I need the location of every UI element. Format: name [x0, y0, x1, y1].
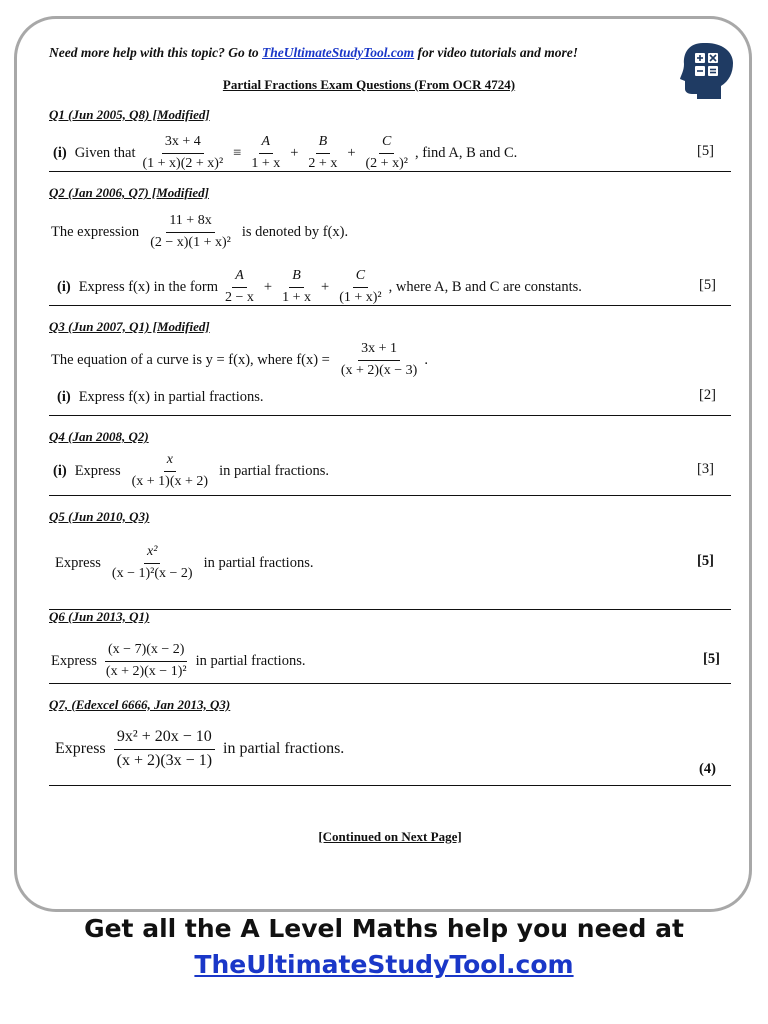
- q4-part-i: [53, 449, 329, 493]
- q6-lead: Express: [51, 652, 97, 669]
- q5-marks: [5]: [697, 553, 714, 569]
- document-title: Partial Fractions Exam Questions (From OCR 4724): [222, 77, 516, 92]
- q5-tail: in partial fractions.: [203, 554, 314, 571]
- q2-term-c: $\frac{C}{\text{(1 + x)²}}$: [339, 268, 382, 305]
- q1-equiv: ≡: [233, 144, 242, 161]
- q1-plus-2: +: [347, 144, 356, 161]
- q1-part-i: [53, 131, 517, 175]
- q2-part-i: [57, 265, 582, 309]
- q4-fraction: $\frac{x}{(x + 1)(x + 2)}$: [131, 452, 209, 489]
- q6-fraction: $\frac{(x - 7)(x - 2)}{\text{(x + 2)(x − 1)²}}$: [105, 642, 187, 679]
- q3-intro-tail: .: [424, 351, 428, 368]
- footer-site-link[interactable]: TheUltimateStudyTool.com: [194, 950, 574, 979]
- q3-part-i: [57, 385, 264, 409]
- q6-tail: in partial fractions.: [195, 652, 306, 669]
- q4-lead: Express: [74, 462, 121, 479]
- q4-part-label: (i): [53, 462, 67, 479]
- q1-plus-1: +: [290, 144, 299, 161]
- help-banner-prefix: Need more help with this topic? Go to: [49, 45, 263, 60]
- q7-tail: in partial fractions.: [223, 740, 345, 757]
- q2-intro: [51, 211, 348, 253]
- q5-lead: Express: [55, 554, 101, 571]
- q5-fraction: $\frac{\text{x²}}{\text{(x − 1)²(x − 2)}}$: [111, 544, 193, 581]
- q1-term-a: $\frac{A}{1 + x}$: [251, 134, 281, 171]
- q1-lead: Given that: [74, 144, 136, 161]
- q6-marks: [5]: [703, 651, 720, 667]
- q6-heading: Q6 (Jun 2013, Q1): [49, 609, 150, 624]
- divider-6: [49, 683, 731, 684]
- q3-intro-lead: The equation of a curve is y = f(x), where f(x) =: [51, 351, 330, 368]
- q3-part-label: (i): [57, 388, 71, 405]
- q2-term-a: $\frac{A}{2 - x}$: [225, 268, 254, 305]
- q7-fraction: $\frac{\text{9x² + 20x − 10}}{(x + 2)(3x - 1)}$: [114, 728, 215, 770]
- q2-plus-1: +: [263, 278, 273, 295]
- q3-intro: [51, 339, 428, 381]
- help-banner: [49, 45, 689, 61]
- q2-heading: Q2 (Jan 2006, Q7) [Modified]: [49, 185, 209, 200]
- q1-marks: [5]: [697, 143, 714, 159]
- q2-lead: Express f(x) in the form: [78, 278, 219, 295]
- q1-lhs-fraction: $\frac{3x + 4}{\text{(1 + x)(2 + x)²}}$: [142, 134, 224, 171]
- q4-marks: [3]: [697, 461, 714, 477]
- q5-body: [55, 539, 313, 587]
- q2-intro-lead: The expression: [51, 223, 140, 240]
- divider-2: [49, 305, 731, 306]
- q3-marks: [2]: [699, 387, 716, 403]
- divider-5: [49, 609, 731, 610]
- divider-3: [49, 415, 731, 416]
- q3-intro-fraction: $\frac{3x + 1}{(x + 2)(x - 3)}$: [340, 341, 418, 378]
- q1-term-c: $\frac{C}{\text{(2 + x)²}}$: [365, 134, 408, 171]
- q2-plus-2: +: [321, 278, 330, 295]
- q1-tail: , find A, B and C.: [414, 144, 518, 161]
- help-site-link[interactable]: TheUltimateStudyTool.com: [262, 45, 415, 60]
- q1-heading: Q1 (Jun 2005, Q8) [Modified]: [49, 107, 210, 122]
- divider-4: [49, 495, 731, 496]
- q2-tail: , where A, B and C are constants.: [388, 278, 582, 295]
- page-card: [14, 16, 752, 912]
- divider-1: [49, 171, 731, 172]
- q4-heading: Q4 (Jan 2008, Q2): [49, 429, 149, 444]
- q2-intro-tail: is denoted by f(x).: [241, 223, 349, 240]
- help-banner-suffix: for video tutorials and more!: [414, 45, 579, 60]
- q7-lead: Express: [55, 740, 106, 757]
- continued-note: [Continued on Next Page]: [318, 829, 462, 844]
- q2-term-b: $\frac{B}{1 + x}$: [282, 268, 312, 305]
- q3-text: Express f(x) in partial fractions.: [78, 388, 264, 405]
- q2-intro-fraction: $\frac{11 + 8x}{\text{(2 − x)(1 + x)²}}$: [150, 213, 231, 250]
- q1-term-b: $\frac{B}{2 + x}$: [308, 134, 338, 171]
- q4-tail: in partial fractions.: [219, 462, 329, 479]
- q1-part-label: (i): [53, 144, 67, 161]
- q6-body: [51, 637, 305, 685]
- footer-tagline: Get all the A Level Maths help you need at: [84, 914, 684, 943]
- divider-7: [49, 785, 731, 786]
- q7-body: [55, 723, 344, 775]
- q7-marks: (4): [699, 761, 716, 777]
- q5-heading: Q5 (Jun 2010, Q3): [49, 509, 150, 524]
- q2-part-label: (i): [57, 278, 71, 295]
- q2-marks: [5]: [699, 277, 716, 293]
- q7-heading: Q7, (Edexcel 6666, Jan 2013, Q3): [49, 697, 231, 712]
- q3-heading: Q3 (Jun 2007, Q1) [Modified]: [49, 319, 210, 334]
